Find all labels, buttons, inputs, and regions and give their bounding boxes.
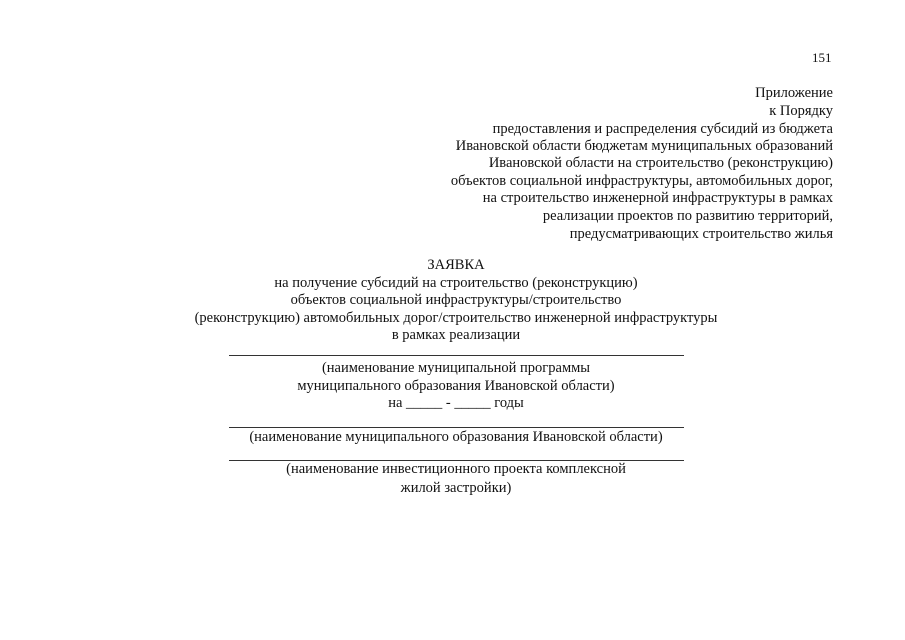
program-blank-line: [229, 355, 684, 356]
project-caption: жилой застройки): [400, 480, 512, 496]
appendix-line: объектов социальной инфраструктуры, автомобильных дорог,: [450, 173, 833, 189]
appendix-line: Приложение: [755, 85, 833, 101]
municipality-caption: (наименование муниципального образования Ивановской области): [249, 429, 663, 445]
appendix-line: Ивановской области на строительство (реконструкцию): [488, 155, 833, 171]
subtitle-line: объектов социальной инфраструктуры/строительство: [290, 292, 622, 308]
years-line: на _____ - _____ годы: [388, 395, 524, 411]
appendix-line: на строительство инженерной инфраструктуры в рамках: [482, 190, 833, 206]
subtitle-line: (реконструкцию) автомобильных дорог/строительство инженерной инфраструктуры: [194, 310, 718, 326]
program-caption: муниципального образования Ивановской области): [297, 378, 615, 394]
appendix-line: предусматривающих строительство жилья: [569, 226, 833, 242]
appendix-line: к Порядку: [769, 103, 833, 119]
program-caption: (наименование муниципальной программы: [321, 360, 591, 376]
subtitle-line: на получение субсидий на строительство (реконструкцию): [274, 275, 638, 291]
project-caption: (наименование инвестиционного проекта комплексной: [286, 461, 626, 477]
document-title: ЗАЯВКА: [427, 257, 485, 273]
page-number: 151: [812, 50, 832, 65]
subtitle-line: в рамках реализации: [391, 327, 521, 343]
appendix-line: реализации проектов по развитию территорий,: [542, 208, 833, 224]
appendix-line: предоставления и распределения субсидий из бюджета: [492, 121, 833, 137]
municipality-blank-line: [229, 427, 684, 428]
appendix-line: Ивановской области бюджетам муниципальных образований: [455, 138, 833, 154]
